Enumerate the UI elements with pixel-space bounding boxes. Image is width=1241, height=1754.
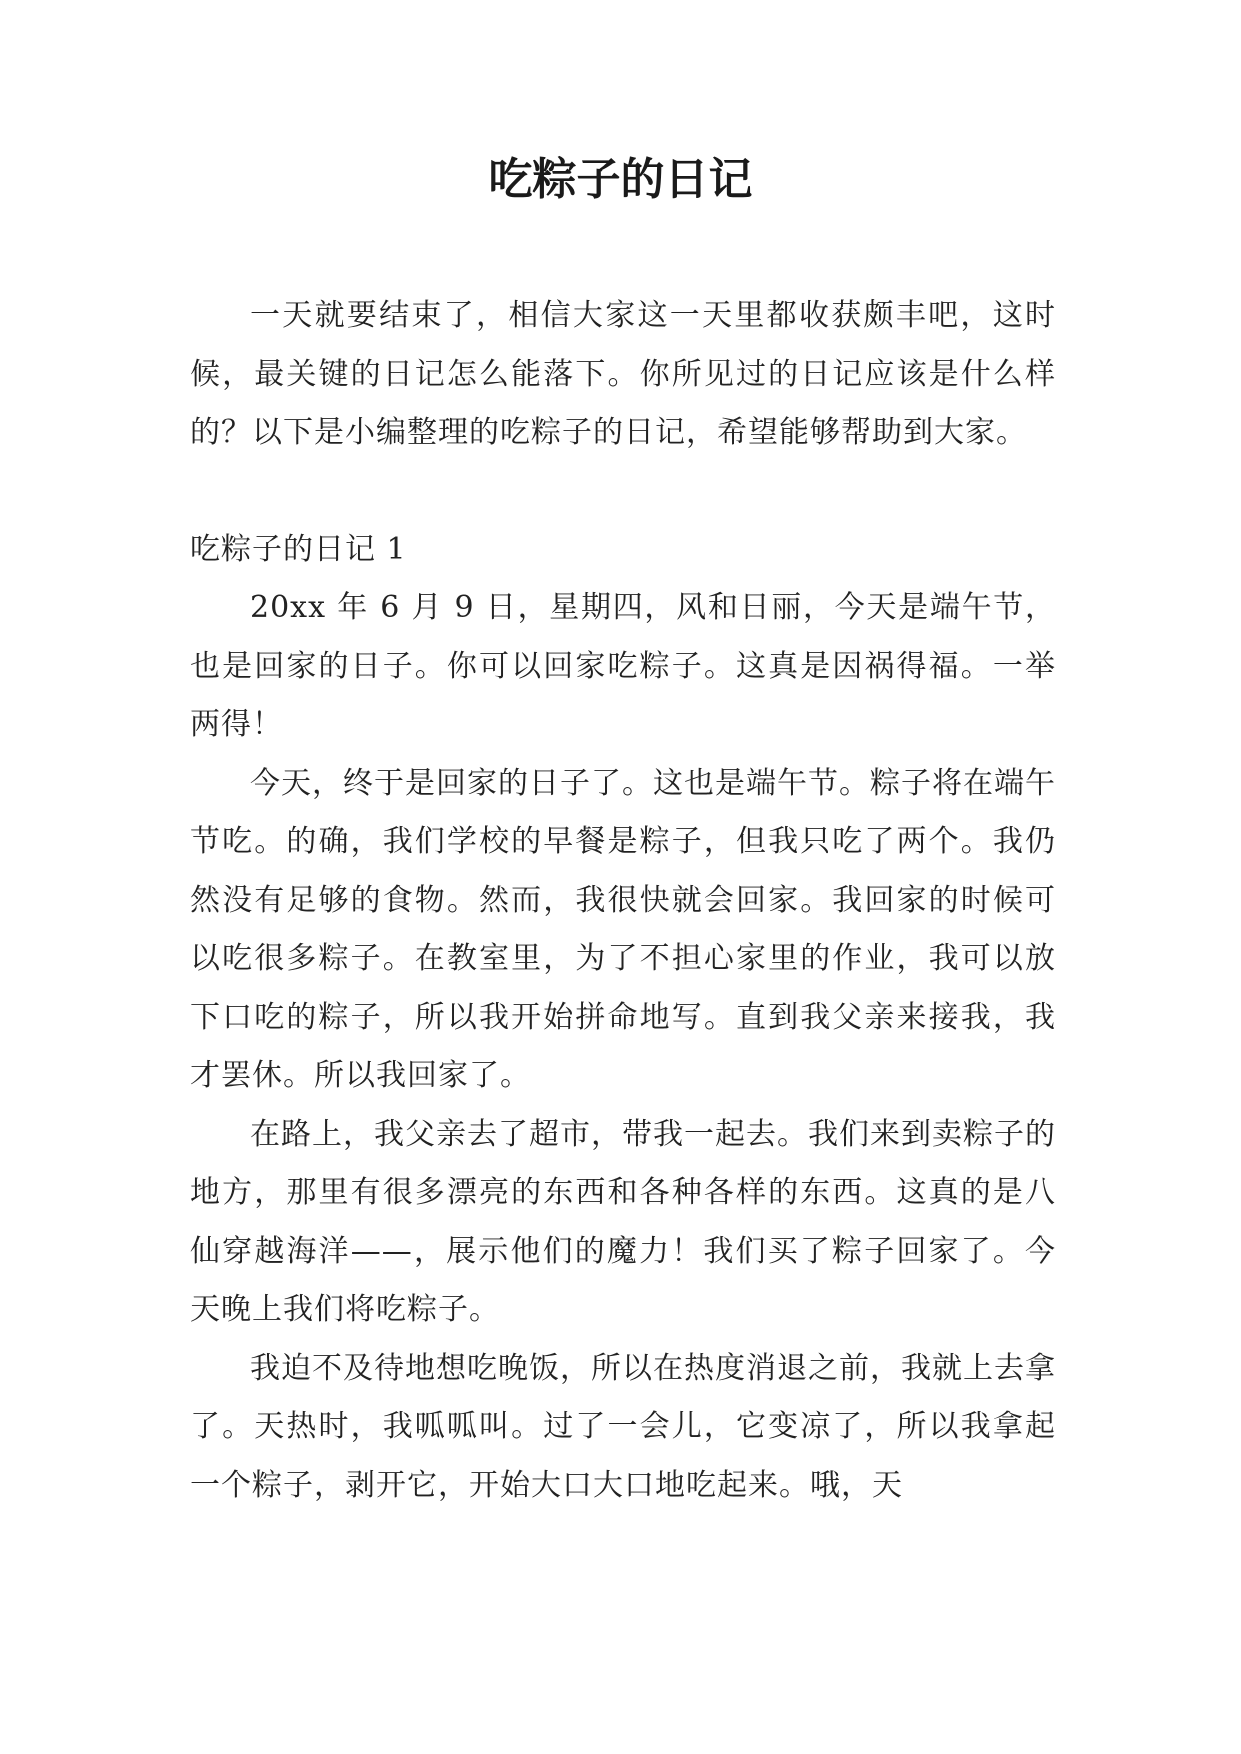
body-paragraph-4: 我迫不及待地想吃晚饭，所以在热度消退之前，我就上去拿了。天热时，我呱呱叫。过了一会儿，它变凉了，所以我拿起一个粽子，剥开它，开始大口大口地吃起来。哦，天: [190, 1350, 1056, 1503]
body-paragraph-3: 在路上，我父亲去了超市，带我一起去。我们来到卖粽子的地方，那里有很多漂亮的东西和各种各样的东西。这真的是八仙穿越海洋——，展示他们的魔力！我们买了粽子回家了。今天晚上我们将吃粽子。: [190, 1116, 1056, 1327]
body-paragraph-2: 今天，终于是回家的日子了。这也是端午节。粽子将在端午节吃。的确，我们学校的早餐是粽子，但我只吃了两个。我仍然没有足够的食物。然而，我很快就会回家。我回家的时候可以吃很多粽子。在教室里，为了不担心家里的作业，我可以放下口吃的粽子，所以我开始拼命地写。直到我父亲来接我，我才罢休。所以我回家了。: [190, 765, 1056, 1093]
document-body: [190, 287, 1056, 1515]
intro-paragraph: 一天就要结束了，相信大家这一天里都收获颇丰吧，这时候，最关键的日记怎么能落下。你所见过的日记应该是什么样的？以下是小编整理的吃粽子的日记，希望能够帮助到大家。: [190, 298, 1056, 450]
section-heading: 吃粽子的日记 1: [190, 531, 407, 567]
body-paragraph-1: 20xx 年 6 月 9 日，星期四，风和日丽，今天是端午节，也是回家的日子。你可以回家吃粽子。这真是因祸得福。一举两得！: [190, 590, 1056, 742]
document-title: 吃粽子的日记: [488, 154, 753, 205]
